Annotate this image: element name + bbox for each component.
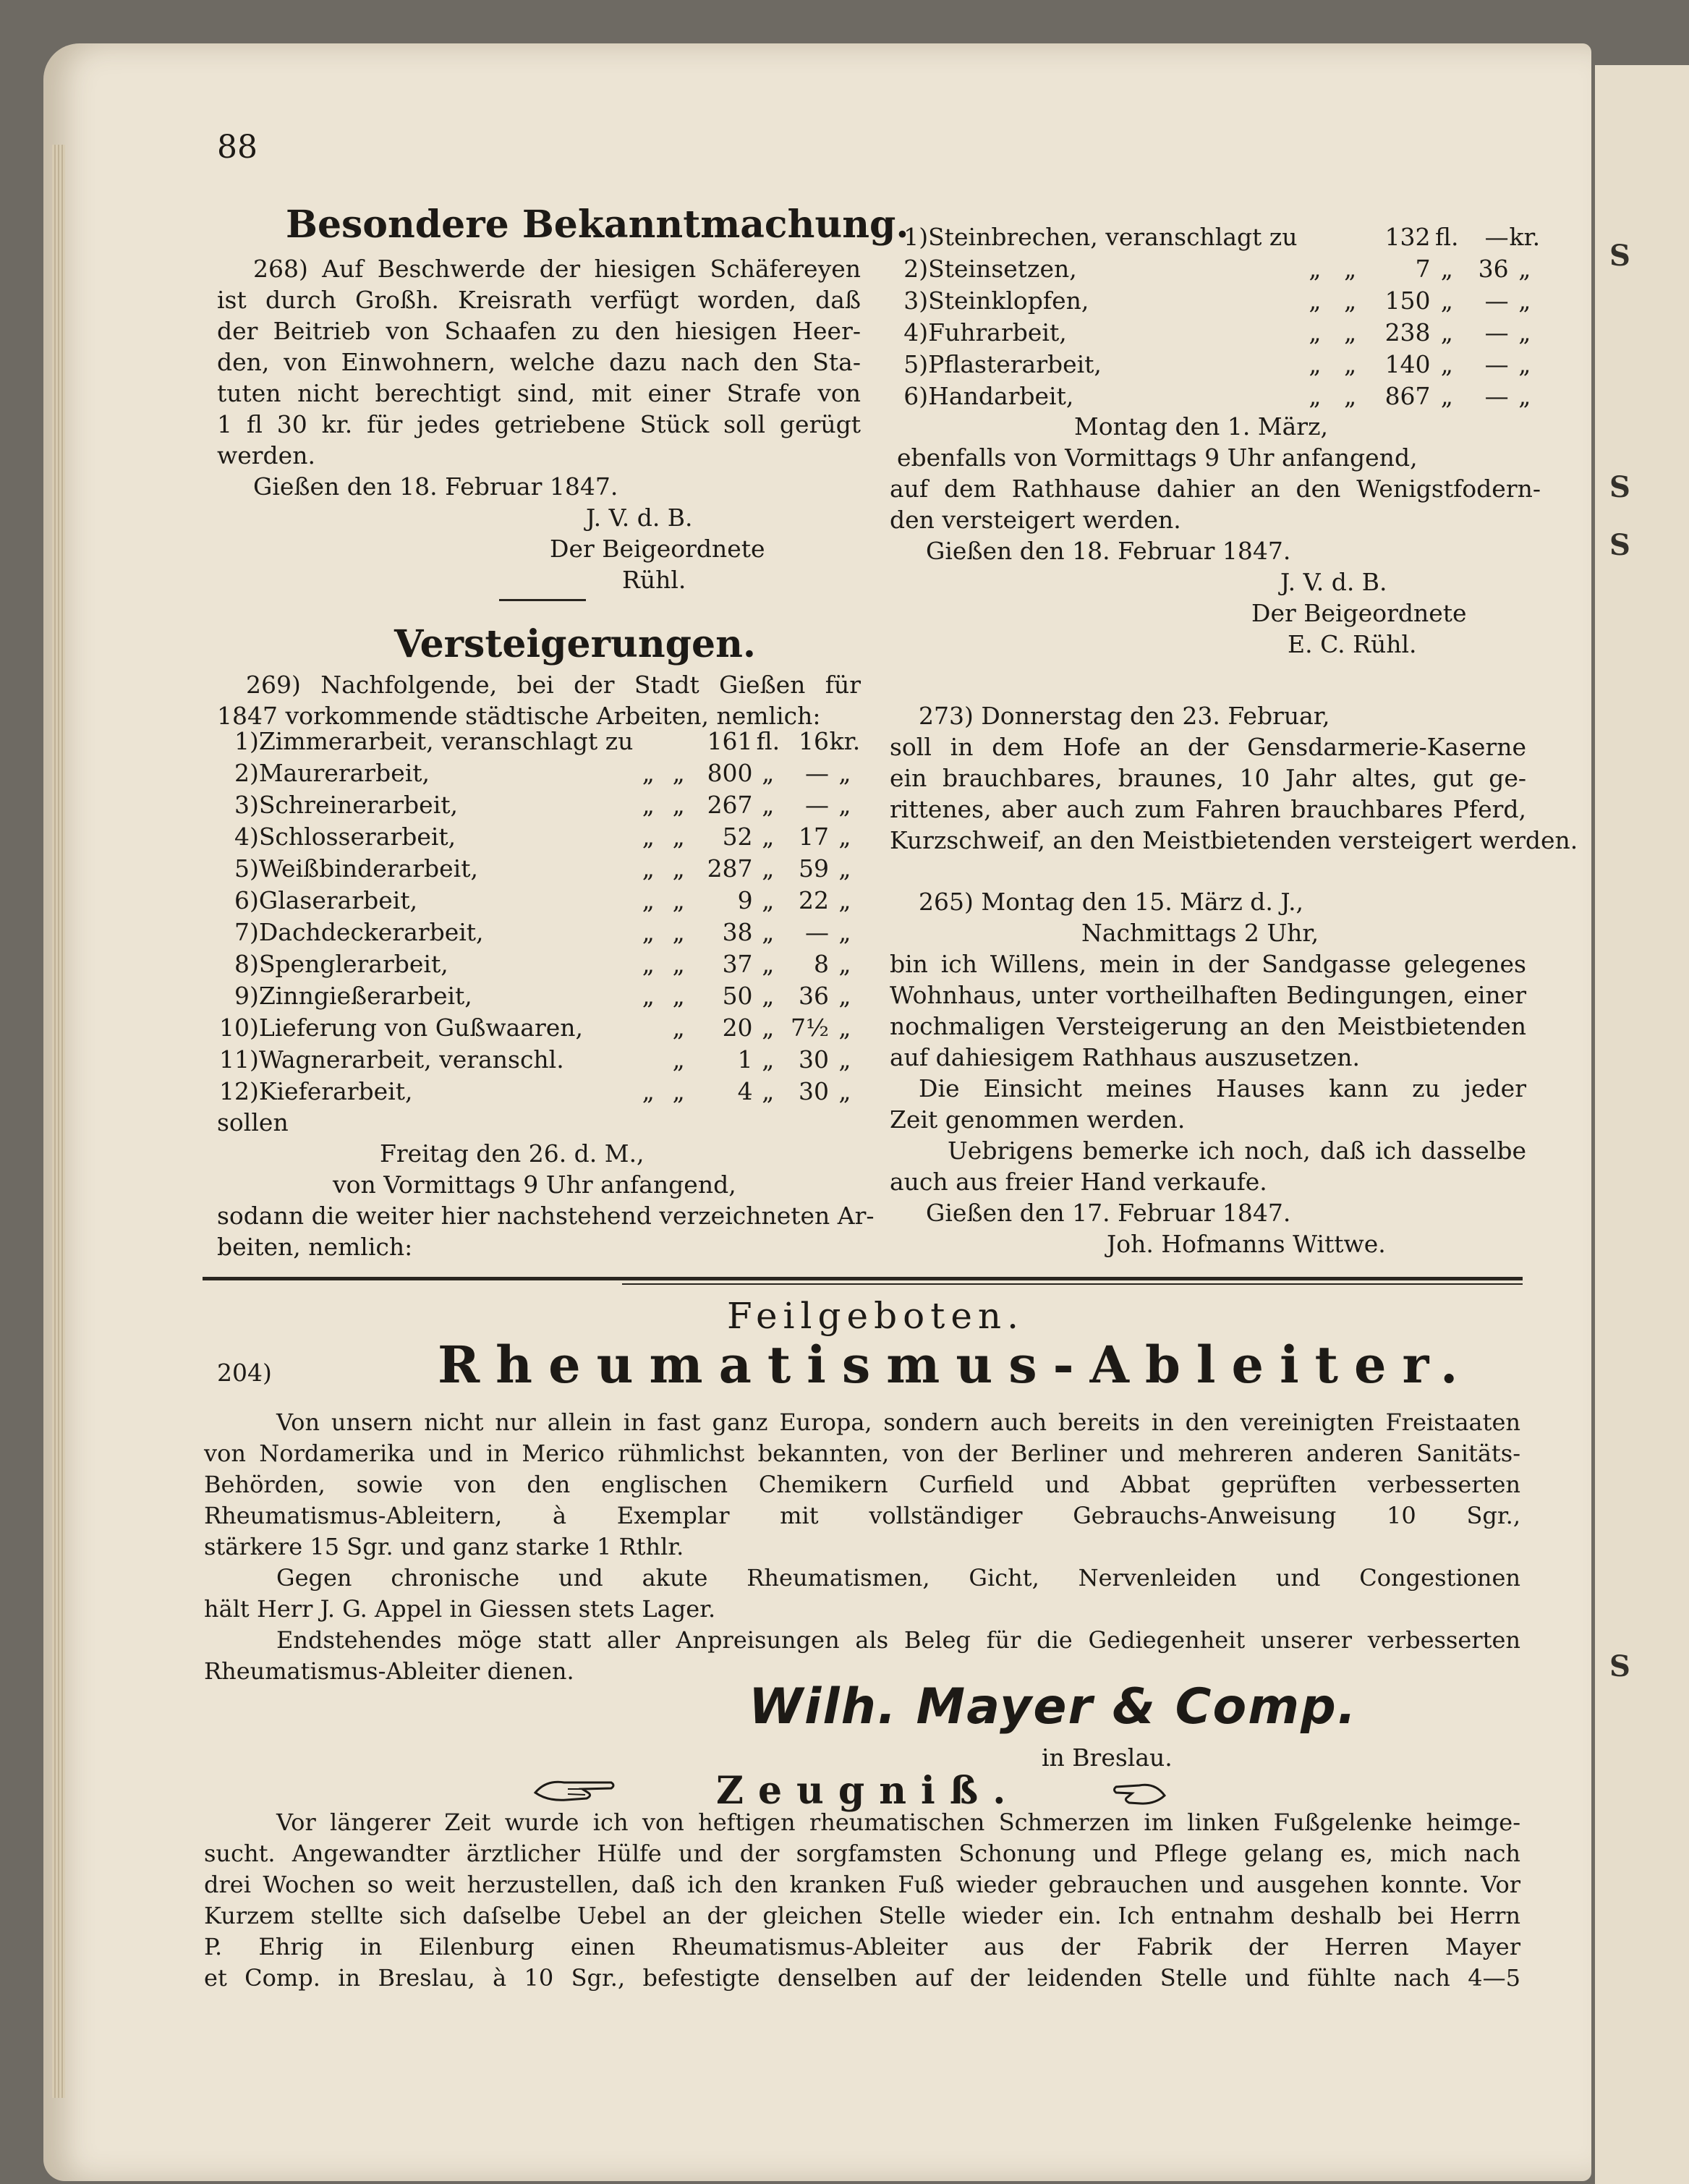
text-line: Von unsern nicht nur allein in fast ganz Europa, sondern auch bereits in den vereinigten Freistaaten <box>276 1408 1520 1436</box>
section-rule <box>203 1277 1523 1280</box>
notice-273 <box>890 700 1578 856</box>
cell-name: Spenglerarbeit, <box>258 950 448 978</box>
text-line: Montag den 1. März, <box>1074 412 1328 441</box>
cell-sep2: „ <box>1518 318 1531 347</box>
cell-sep2: „ <box>838 886 851 914</box>
pointing-hand-left-icon <box>1110 1774 1168 1810</box>
text-line: 268) Auf Beschwerde der hiesigen Schäfereyen <box>253 255 861 283</box>
page-number: 88 <box>217 129 258 166</box>
facing-letter: S <box>1609 239 1630 273</box>
facing-page-strip <box>1595 65 1689 2184</box>
text-line: Behörden, sowie von den englischen Chemikern Curfield und Abbat geprüften verbesserten <box>204 1471 1520 1498</box>
cell-fl: 150 <box>1384 286 1431 315</box>
text-line: soll in dem Hofe an der Gensdarmerie-Kaserne <box>890 733 1526 761</box>
text-line: 1 fl 30 kr. für jedes getriebene Stück soll gerügt <box>217 410 861 438</box>
text-line: ist durch Großh. Kreisrath verfügt worden, daß <box>217 286 861 314</box>
cell-q1 <box>633 727 663 759</box>
cell-fl: 37 <box>722 950 753 978</box>
cell-kr: 17 <box>798 823 829 851</box>
cell-num: 3) <box>903 286 929 315</box>
cell-sep1: „ <box>762 886 775 914</box>
text-line: Kurzschweif, an den Meistbietenden versteigert werden. <box>890 826 1578 854</box>
text-line: stärkere 15 Sgr. und ganz starke 1 Rthlr. <box>204 1533 684 1560</box>
text-line: der Beitrieb von Schaafen zu den hiesigen Heer- <box>217 317 861 345</box>
cell-q2: „ <box>1344 382 1357 410</box>
text-line: Vor längerer Zeit wurde ich von heftigen rheumatischen Schmerzen im linken Fußgelenke heimge- <box>276 1809 1520 1836</box>
text-line: Zeit genommen werden. <box>890 1105 1186 1134</box>
cell-q1: „ <box>642 918 655 946</box>
cell-fl: 140 <box>1384 350 1431 378</box>
cell-name: Schreinerarbeit, <box>258 791 458 819</box>
cell-num: 3) <box>234 791 259 819</box>
works-table-right <box>890 223 1541 414</box>
cell-num: 1) <box>903 223 929 251</box>
cell-name: Weißbinderarbeit, <box>258 854 478 883</box>
auction-intro <box>217 669 861 731</box>
cell-q2: „ <box>672 1077 685 1105</box>
text-line: Rheumatismus-Ableiter dienen. <box>204 1657 574 1685</box>
place-date: Gießen den 17. Februar 1847. <box>926 1199 1291 1227</box>
cell-fl: 238 <box>1384 318 1431 347</box>
cell-sep1: „ <box>762 791 775 819</box>
cell-sep1: „ <box>1440 255 1453 283</box>
cell-q1: „ <box>1309 286 1322 315</box>
cell-q1: „ <box>642 823 655 851</box>
zeugnis-body <box>204 1807 1520 1994</box>
cell-kr: — <box>804 759 829 787</box>
cell-q1: „ <box>642 791 655 819</box>
cell-q2: „ <box>672 886 685 914</box>
auction-dates <box>217 1107 875 1262</box>
cell-sep2: „ <box>838 982 851 1010</box>
cell-q2: „ <box>672 759 685 787</box>
works-table-left <box>217 727 861 1109</box>
cell-num: 2) <box>234 759 259 787</box>
text-line: Wohnhaus, unter vortheilhaften Bedingungen, einer <box>890 981 1526 1009</box>
cell-fl: 1 <box>737 1045 753 1074</box>
cell-fl: 267 <box>707 791 753 819</box>
signature: J. V. d. B. <box>586 503 693 532</box>
table-row <box>890 382 1541 414</box>
cell-sep1: „ <box>1440 286 1453 315</box>
cell-num: 1) <box>234 727 259 755</box>
text-line: bin ich Willens, mein in der Sandgasse gelegenes <box>890 950 1526 978</box>
cell-sep2: „ <box>838 1045 851 1074</box>
notice-title: Besondere Bekanntmachung. <box>286 203 909 247</box>
text-line: von Vormittags 9 Uhr anfangend, <box>333 1170 736 1199</box>
cell-fl: 4 <box>737 1077 753 1105</box>
cell-sep2: „ <box>838 1014 851 1042</box>
cell-sep1: „ <box>762 1014 775 1042</box>
text-line: ebenfalls von Vormittags 9 Uhr anfangend, <box>897 443 1418 472</box>
cell-num: 8) <box>234 950 259 978</box>
cell-name: Lieferung von Gußwaaren, <box>258 1014 584 1042</box>
signature: Joh. Hofmanns Wittwe. <box>1107 1230 1386 1258</box>
text-line: P. Ehrig in Eilenburg einen Rheumatismus-Ableiter aus der Fabrik der Herren Mayer <box>204 1933 1520 1960</box>
cell-num: 4) <box>903 318 929 347</box>
text-line: Endstehendes möge statt aller Anpreisungen als Beleg für die Gediegenheit unserer verbesserten <box>276 1626 1520 1654</box>
firm-place: in Breslau. <box>1042 1743 1173 1772</box>
cell-kr: — <box>804 791 829 819</box>
cell-sep2: kr. <box>829 727 861 755</box>
text-line: Rheumatismus-Ableitern, à Exemplar mit vollständiger Gebrauchs-Anweisung 10 Sgr., <box>204 1502 1520 1529</box>
cell-q2: „ <box>1344 350 1357 378</box>
cell-name: Steinsetzen, <box>928 255 1077 283</box>
cell-sep1: „ <box>1440 318 1453 347</box>
cell-kr: 36 <box>798 982 829 1010</box>
cell-fl: 52 <box>722 823 753 851</box>
cell-fl: 9 <box>737 886 753 914</box>
cell-kr: 36 <box>1478 255 1509 283</box>
cell-num: 9) <box>234 982 259 1010</box>
text-line: Kurzem stellte sich daſselbe Uebel an der gleichen Stelle wieder ein. Ich entnahm deshalb bei Herrn <box>204 1902 1520 1929</box>
cell-num: 7) <box>234 918 259 946</box>
cell-num: 10) <box>218 1014 259 1042</box>
cell-name: Maurerarbeit, <box>258 759 430 787</box>
text-line: auch aus freier Hand verkaufe. <box>890 1168 1267 1196</box>
cell-name: Glaserarbeit, <box>258 886 418 914</box>
cell-sep1: „ <box>762 1077 775 1105</box>
text-line: Nachmittags 2 Uhr, <box>1081 919 1319 947</box>
facing-letter: S <box>1609 1649 1630 1683</box>
cell-name: Handarbeit, <box>928 382 1074 410</box>
text-line: Uebrigens bemerke ich noch, daß ich dasselbe <box>948 1136 1526 1165</box>
cell-sep1: „ <box>1440 382 1453 410</box>
table-row <box>217 918 861 950</box>
cell-name: Steinklopfen, <box>928 286 1089 315</box>
cell-num: 6) <box>903 382 929 410</box>
table-row <box>217 982 861 1014</box>
cell-q1: „ <box>642 854 655 883</box>
cell-q1: „ <box>642 982 655 1010</box>
cell-name: Steinbrechen, veranschlagt zu <box>928 223 1298 251</box>
cell-kr: 7½ <box>790 1014 829 1042</box>
cell-q2: „ <box>1344 286 1357 315</box>
cell-kr: 30 <box>798 1077 829 1105</box>
cell-sep2: „ <box>838 918 851 946</box>
text-line: 265) Montag den 15. März d. J., <box>919 888 1304 916</box>
text-line: auf dem Rathhause dahier an den Wenigstfodern- <box>890 475 1541 503</box>
cell-q1: „ <box>642 759 655 787</box>
cell-name: Wagnerarbeit, veranschl. <box>258 1045 564 1074</box>
cell-q2 <box>663 727 694 759</box>
table-row <box>890 255 1541 286</box>
text-line: 269) Nachfolgende, bei der Stadt Gießen für <box>246 671 861 699</box>
cell-fl: 161 <box>707 727 753 755</box>
cell-sep1: „ <box>762 950 775 978</box>
cell-sep1: fl. <box>1435 223 1459 251</box>
cell-q2 <box>1332 223 1368 255</box>
notice-265 <box>890 886 1526 1259</box>
cell-sep1: „ <box>762 982 775 1010</box>
cell-name: Zinngießerarbeit, <box>258 982 472 1010</box>
cell-num: 12) <box>218 1077 259 1105</box>
text-line: nochmaligen Versteigerung an den Meistbietenden <box>890 1012 1526 1040</box>
ad-number: 204) <box>217 1359 272 1387</box>
cell-q2: „ <box>672 918 685 946</box>
text-line: 273) Donnerstag den 23. Februar, <box>919 702 1330 730</box>
text-line: drei Wochen so weit herzustellen, daß ich den kranken Fuß wieder gebrauchen und ausgehen konnte. Vor <box>204 1871 1520 1898</box>
table-row <box>217 823 861 854</box>
text-line: ein brauchbares, braunes, 10 Jahr altes, gut ge- <box>890 764 1526 792</box>
cell-sep2: „ <box>838 1077 851 1105</box>
table-row <box>217 1014 861 1045</box>
cell-kr: 59 <box>798 854 829 883</box>
cell-kr: 22 <box>798 886 829 914</box>
signature: Rühl. <box>622 566 686 594</box>
text-line: tuten nicht berechtigt sind, mit einer Strafe von <box>217 379 861 407</box>
text-line: et Comp. in Breslau, à 10 Sgr., befestigte denselben auf der leidenden Stelle und fühlte nach 4—5 <box>204 1964 1520 1992</box>
cell-name: Fuhrarbeit, <box>928 318 1067 347</box>
table-row <box>217 854 861 886</box>
cell-sep1: „ <box>762 1045 775 1074</box>
table-row <box>217 886 861 918</box>
cell-sep1: „ <box>762 823 775 851</box>
notice-268 <box>217 253 861 595</box>
cell-fl: 38 <box>722 918 753 946</box>
cell-fl: 287 <box>707 854 753 883</box>
text-line: sollen <box>217 1108 289 1136</box>
cell-q1 <box>633 1014 663 1045</box>
cell-kr: — <box>1484 382 1509 410</box>
cell-kr: 16 <box>798 727 829 755</box>
cell-q2: „ <box>672 854 685 883</box>
cell-q2: „ <box>1344 255 1357 283</box>
cell-q1: „ <box>642 1077 655 1105</box>
cell-kr: — <box>1484 318 1509 347</box>
table-row <box>217 950 861 982</box>
cell-num: 5) <box>903 350 929 378</box>
page-edge <box>52 145 65 2098</box>
facing-letter: S <box>1609 528 1630 562</box>
table-row <box>217 791 861 823</box>
place-date: Gießen den 18. Februar 1847. <box>926 537 1291 565</box>
cell-fl: 7 <box>1415 255 1431 283</box>
table-row <box>890 223 1541 255</box>
cell-kr: — <box>1484 223 1509 251</box>
cell-q2: „ <box>672 1014 685 1042</box>
table-row <box>890 350 1541 382</box>
cell-q2: „ <box>672 950 685 978</box>
ad-title: Rheumatismus-Ableiter. <box>438 1335 1474 1395</box>
cell-sep2: „ <box>1518 382 1531 410</box>
cell-sep2: „ <box>838 791 851 819</box>
cell-num: 6) <box>234 886 259 914</box>
cell-sep2: „ <box>838 950 851 978</box>
cell-sep2: „ <box>1518 286 1531 315</box>
cell-kr: — <box>804 918 829 946</box>
table-row <box>217 1045 861 1077</box>
firm-name: Wilh. Mayer & Comp. <box>749 1678 1358 1735</box>
cell-name: Kieferarbeit, <box>258 1077 413 1105</box>
ad-body <box>204 1407 1520 1687</box>
cell-q1: „ <box>1309 255 1322 283</box>
text-line: sodann die weiter hier nachstehend verzeichneten Ar- <box>217 1202 875 1230</box>
text-line: rittenes, aber auch zum Fahren brauchbares Pferd, <box>890 795 1526 823</box>
cell-kr: — <box>1484 350 1509 378</box>
cell-sep2: „ <box>838 823 851 851</box>
text-line: auf dahiesigem Rathhaus auszusetzen. <box>890 1043 1360 1071</box>
cell-sep1: „ <box>762 918 775 946</box>
ad-section-title: Feilgeboten. <box>727 1295 1025 1337</box>
cell-name: Zimmerarbeit, veranschlagt zu <box>258 727 634 755</box>
facing-letter: S <box>1609 470 1630 504</box>
table-row <box>217 727 861 759</box>
text-line: hält Herr J. G. Appel in Giessen stets Lager. <box>204 1595 716 1623</box>
text-line: Die Einsicht meines Hauses kann zu jeder <box>919 1074 1526 1102</box>
cell-sep1: fl. <box>756 727 780 755</box>
cell-sep2: „ <box>1518 255 1531 283</box>
cell-q2: „ <box>1344 318 1357 347</box>
cell-sep1: „ <box>1440 350 1453 378</box>
cell-sep2: „ <box>838 854 851 883</box>
signature: E. C. Rühl. <box>1288 630 1417 658</box>
text-line: sucht. Angewandter ärztlicher Hülfe und der sorgfamsten Schonung und Pflege gelang es, mich nach <box>204 1840 1520 1867</box>
text-line: 1847 vorkommende städtische Arbeiten, nemlich: <box>217 702 821 730</box>
text-line: von Nordamerika und in Merico rühmlichst bekannten, von der Berliner und mehreren anderen Sanitäts- <box>204 1440 1520 1467</box>
cell-name: Schlosserarbeit, <box>258 823 456 851</box>
cell-fl: 132 <box>1384 223 1431 251</box>
cell-kr: 30 <box>798 1045 829 1074</box>
table-row <box>217 759 861 791</box>
cell-q1 <box>633 1045 663 1077</box>
table-row <box>217 1077 861 1109</box>
text-line: beiten, nemlich: <box>217 1233 413 1261</box>
cell-sep2: kr. <box>1509 223 1541 251</box>
cell-num: 4) <box>234 823 259 851</box>
cell-kr: — <box>1484 286 1509 315</box>
cell-fl: 20 <box>722 1014 753 1042</box>
table-row <box>890 286 1541 318</box>
text-line: Freitag den 26. d. M., <box>380 1139 644 1168</box>
auction-title: Versteigerungen. <box>394 622 756 666</box>
cell-num: 2) <box>903 255 929 283</box>
text-line: den, von Einwohnern, welche dazu nach den Sta- <box>217 348 861 376</box>
cell-q2: „ <box>672 791 685 819</box>
text-line: den versteigert werden. <box>890 506 1181 534</box>
table-row <box>890 318 1541 350</box>
zeugnis-title: Zeugniß. <box>716 1769 1021 1813</box>
cell-q2: „ <box>672 982 685 1010</box>
section-rule-thin <box>622 1283 1523 1285</box>
cell-q2: „ <box>672 1045 685 1074</box>
cell-q1: „ <box>1309 318 1322 347</box>
right-dates <box>890 411 1541 660</box>
cell-num: 5) <box>234 854 259 883</box>
divider <box>499 599 586 601</box>
cell-q1: „ <box>642 886 655 914</box>
cell-kr: 8 <box>813 950 829 978</box>
cell-sep1: „ <box>762 759 775 787</box>
signature: Der Beigeordnete <box>550 535 765 563</box>
text-line: Gegen chronische und akute Rheumatismen, Gicht, Nervenleiden und Congestionen <box>276 1564 1520 1592</box>
cell-sep2: „ <box>838 759 851 787</box>
cell-q1: „ <box>642 950 655 978</box>
cell-q1 <box>1298 223 1333 255</box>
cell-q1: „ <box>1309 350 1322 378</box>
signature: Der Beigeordnete <box>1251 599 1467 627</box>
cell-q2: „ <box>672 823 685 851</box>
pointing-hand-right-icon <box>532 1771 618 1807</box>
cell-sep1: „ <box>762 854 775 883</box>
signature: J. V. d. B. <box>1280 568 1387 596</box>
place-date: Gießen den 18. Februar 1847. <box>253 472 618 501</box>
cell-fl: 50 <box>722 982 753 1010</box>
cell-name: Pflasterarbeit, <box>928 350 1102 378</box>
text-line: werden. <box>217 441 315 469</box>
cell-sep2: „ <box>1518 350 1531 378</box>
cell-name: Dachdeckerarbeit, <box>258 918 484 946</box>
cell-fl: 867 <box>1384 382 1431 410</box>
cell-num: 11) <box>218 1045 259 1074</box>
cell-fl: 800 <box>707 759 753 787</box>
cell-q1: „ <box>1309 382 1322 410</box>
